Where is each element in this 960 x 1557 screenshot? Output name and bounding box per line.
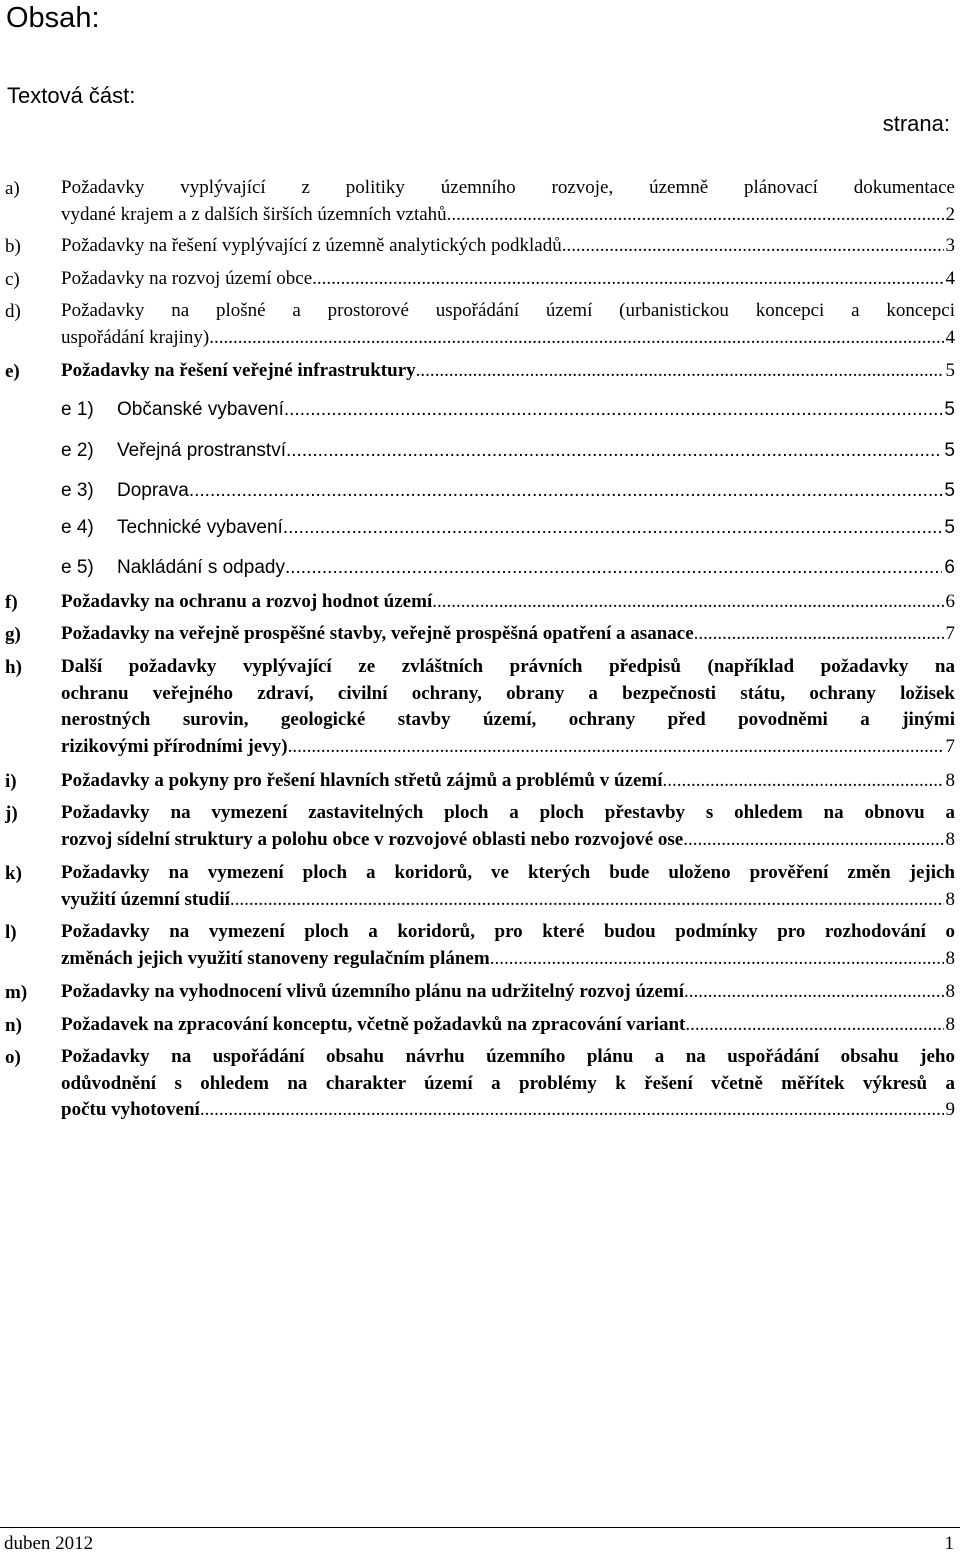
dot-leader bbox=[283, 517, 943, 539]
dot-leader bbox=[683, 827, 943, 854]
footer-date: duben 2012 bbox=[4, 1533, 94, 1554]
toc-entry-text: uspořádání krajiny) bbox=[61, 326, 210, 348]
toc-entry-letter: c) bbox=[5, 269, 20, 290]
dot-leader bbox=[432, 589, 943, 616]
toc-entry-text: Požadavky vyplývající z politiky územního rozvoje, územně plánovací dokumentace bbox=[61, 177, 955, 198]
toc-page-number: 5 bbox=[944, 399, 955, 420]
dot-leader bbox=[685, 1012, 943, 1039]
toc-entry-letter: f) bbox=[5, 592, 18, 613]
toc-entry-text: Požadavky na vymezení zastavitelných ploch a ploch přestavby s ohledem na obnovu a bbox=[61, 802, 955, 823]
toc-entry-letter: n) bbox=[5, 1015, 22, 1036]
section-title: Textová část: bbox=[7, 83, 136, 108]
toc-entry-text: Požadavek na zpracování konceptu, včetně požadavků na zpracování variant bbox=[61, 1014, 686, 1035]
toc-subentry-e3[interactable] bbox=[61, 480, 955, 502]
toc-page-number: 4 bbox=[945, 268, 955, 289]
toc-entry-text: Požadavky na veřejně prospěšné stavby, veřejně prospěšná opatření a asanace bbox=[61, 623, 694, 644]
toc-entry-text: využití územní studií bbox=[61, 888, 230, 910]
toc-entry-text: Veřejná prostranství bbox=[117, 440, 286, 461]
toc-page-number: 4 bbox=[945, 326, 955, 348]
toc-entry-letter: h) bbox=[5, 657, 22, 678]
toc-page-number: 3 bbox=[945, 235, 955, 256]
toc-entry-text: Požadavky na řešení vyplývající z územně analytických podkladů bbox=[61, 235, 562, 256]
toc-entry-text: ochranu veřejného zdraví, civilní ochrany, obrany a bezpečnosti státu, ochrany ložisek bbox=[61, 682, 955, 704]
dot-leader bbox=[288, 734, 944, 761]
toc-entry-text: Občanské vybavení bbox=[117, 399, 284, 420]
toc-subentry-e1[interactable] bbox=[61, 399, 955, 421]
toc-page-number: 8 bbox=[945, 947, 955, 969]
dot-leader bbox=[286, 440, 942, 462]
toc-entry-letter: l) bbox=[5, 922, 17, 943]
toc-entry-letter: b) bbox=[5, 236, 21, 257]
toc-page-number: 5 bbox=[945, 360, 955, 381]
toc-page-number: 7 bbox=[945, 623, 955, 644]
toc-entry-text: počtu vyhotovení bbox=[61, 1099, 200, 1120]
dot-leader bbox=[663, 768, 944, 795]
toc-page-number: 2 bbox=[945, 203, 955, 225]
toc-entry-text: Požadavky na řešení veřejné infrastruktury bbox=[61, 360, 416, 381]
dot-leader bbox=[684, 979, 943, 1006]
toc-entry-letter: o) bbox=[5, 1047, 21, 1068]
dot-leader bbox=[230, 887, 944, 914]
toc-entry-text: změnách jejich využití stanoveny regulačním plánem bbox=[61, 947, 490, 969]
toc-page-number: 8 bbox=[945, 981, 955, 1002]
dot-leader bbox=[490, 946, 944, 973]
page-column-header: strana: bbox=[882, 111, 950, 136]
toc-subentry-e2[interactable] bbox=[61, 440, 955, 462]
page-title: Obsah: bbox=[6, 2, 100, 34]
toc-entry-text: Požadavky na plošné a prostorové uspořádání území (urbanistickou koncepci a koncepci bbox=[61, 300, 955, 321]
toc-page-number: 6 bbox=[944, 557, 955, 578]
toc-entry-letter: e 4) bbox=[61, 517, 94, 538]
toc-page-number: 7 bbox=[945, 735, 955, 757]
dot-leader bbox=[189, 480, 943, 502]
toc-entry-text: Požadavky na uspořádání obsahu návrhu územního plánu a na uspořádání obsahu jeho bbox=[61, 1046, 955, 1067]
toc-page-number: 6 bbox=[945, 591, 955, 612]
dot-leader bbox=[284, 399, 943, 421]
toc-entry-letter: e 2) bbox=[61, 440, 94, 461]
toc-entry-letter: m) bbox=[5, 982, 28, 1003]
toc-entry-text: nerostných surovin, geologické stavby území, ochrany před povodněmi a jinými bbox=[61, 709, 955, 730]
toc-entry-letter: d) bbox=[5, 301, 21, 322]
toc-page-number: 8 bbox=[945, 828, 955, 850]
toc-entry-text: Požadavky na rozvoj území obce bbox=[61, 268, 313, 289]
dot-leader bbox=[209, 325, 943, 352]
toc-entry-text: Další požadavky vyplývající ze zvláštních právních předpisů (například požadavky na bbox=[61, 656, 955, 677]
toc-entry-text: Požadavky na vyhodnocení vlivů územního plánu na udržitelný rozvoj území bbox=[61, 981, 685, 1002]
toc-entry-letter: a) bbox=[5, 178, 20, 199]
toc-page-number: 8 bbox=[945, 1014, 955, 1035]
toc-page-number: 5 bbox=[944, 480, 955, 501]
footer-page-number: 1 bbox=[944, 1533, 954, 1554]
toc-page-number: 8 bbox=[945, 888, 955, 910]
toc-entry-letter: e 1) bbox=[61, 399, 94, 420]
toc-entry-text: odůvodnění s ohledem na charakter území a problémy k řešení včetně měřítek výkresů a bbox=[61, 1072, 955, 1094]
toc-entry-text: Požadavky a pokyny pro řešení hlavních střetů zájmů a problémů v území bbox=[61, 770, 663, 791]
toc-page-number: 8 bbox=[945, 770, 955, 791]
toc-entry-text: Nakládání s odpady bbox=[117, 557, 285, 578]
toc-page-number: 9 bbox=[945, 1099, 955, 1120]
toc-entry-letter: e 5) bbox=[61, 557, 94, 578]
toc-entry-text: vydané krajem a z dalších širších územních vztahů bbox=[61, 203, 447, 225]
dot-leader bbox=[562, 233, 944, 260]
dot-leader bbox=[285, 557, 942, 579]
toc-entry-letter: e) bbox=[5, 361, 20, 382]
toc-subentry-e5[interactable] bbox=[61, 557, 955, 579]
dot-leader bbox=[416, 358, 944, 385]
dot-leader bbox=[694, 621, 944, 648]
toc-entry-text: rizikovými přírodními jevy) bbox=[61, 735, 288, 757]
toc-page-number: 5 bbox=[944, 517, 955, 538]
toc-entry-letter: g) bbox=[5, 624, 21, 645]
toc-entry-text: Požadavky na vymezení ploch a koridorů, pro které budou podmínky pro rozhodování o bbox=[61, 921, 955, 942]
toc-entry-letter: i) bbox=[5, 771, 17, 792]
toc-subentry-e4[interactable] bbox=[61, 517, 955, 539]
toc-entry-letter: e 3) bbox=[61, 480, 94, 501]
toc-page-number: 5 bbox=[944, 440, 955, 461]
footer-divider bbox=[0, 1527, 960, 1528]
toc-entry-text: Doprava bbox=[117, 480, 189, 501]
dot-leader bbox=[447, 202, 944, 229]
toc-entry-letter: j) bbox=[5, 803, 18, 824]
toc-entry-text: Požadavky na vymezení ploch a koridorů, ve kterých bude uloženo prověření změn jejich bbox=[61, 862, 955, 883]
toc-entry-letter: k) bbox=[5, 863, 22, 884]
dot-leader bbox=[312, 266, 943, 293]
toc-entry-text: rozvoj sídelní struktury a polohu obce v rozvojové oblasti nebo rozvojové ose bbox=[61, 828, 684, 850]
dot-leader bbox=[200, 1097, 944, 1124]
toc-entry-text: Požadavky na ochranu a rozvoj hodnot území bbox=[61, 591, 433, 612]
toc-entry-text: Technické vybavení bbox=[117, 517, 283, 538]
